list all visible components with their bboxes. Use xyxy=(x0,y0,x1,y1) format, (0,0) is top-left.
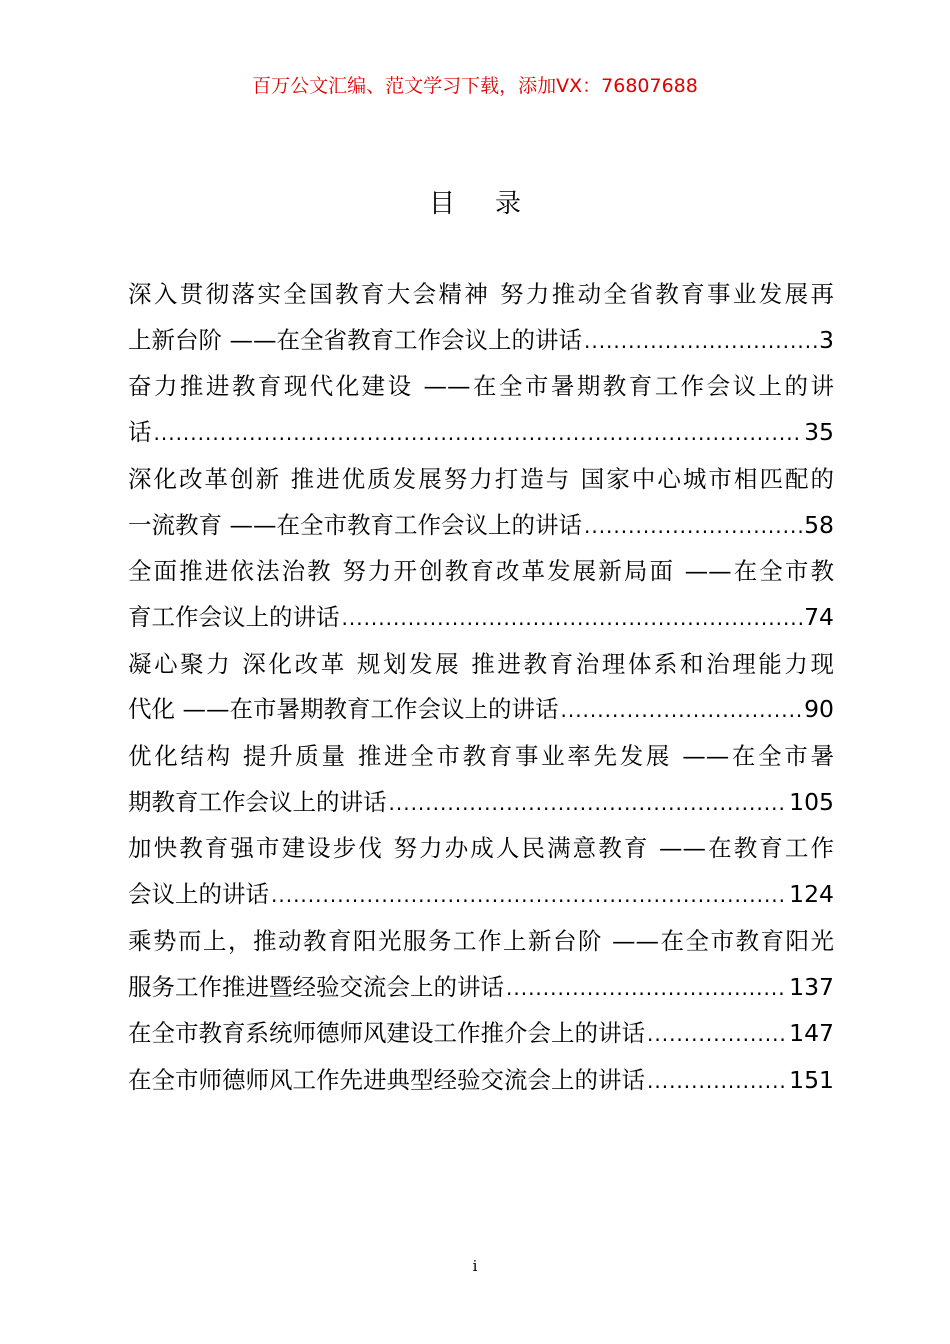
toc-page-number: 137 xyxy=(789,972,834,1001)
toc-page-number: 124 xyxy=(789,880,834,909)
toc-entry-line: 深化改革创新 推进优质发展努力打造与 国家中心城市相匹配的 xyxy=(128,464,834,493)
toc-entry[interactable] xyxy=(128,1058,834,1105)
toc-entry-tail xyxy=(128,1011,834,1058)
toc-entry[interactable] xyxy=(128,1011,834,1058)
dot-leader xyxy=(560,688,802,734)
toc-entry-tail xyxy=(128,780,834,827)
toc-entry-line: 优化结构 提升质量 推进全市教育事业率先发展 ——在全市暑 xyxy=(128,742,834,771)
toc-entry-tail xyxy=(128,687,834,734)
toc-entry-line: 乘势而上，推动教育阳光服务工作上新台阶 ——在全市教育阳光 xyxy=(128,926,834,955)
toc-entry-tail xyxy=(128,318,834,365)
toc-list xyxy=(128,272,834,1105)
page-number: i xyxy=(472,1257,478,1275)
toc-entry-line: 加快教育强市建设步伐 努力办成人民满意教育 ——在教育工作 xyxy=(128,834,834,863)
dot-leader xyxy=(584,319,817,365)
toc-entry[interactable] xyxy=(128,272,834,364)
toc-entry[interactable] xyxy=(128,642,834,734)
toc-entry-line: 奋力推进教育现代化建设 ——在全市暑期教育工作会议上的讲 xyxy=(128,372,834,401)
toc-entry[interactable] xyxy=(128,734,834,826)
toc-page-number: 58 xyxy=(804,510,834,539)
toc-entry-text: 一流教育 ——在全市教育工作会议上的讲话 xyxy=(128,510,582,539)
toc-entry-line: 全面推进依法治教 努力开创教育改革发展新局面 ——在全市教 xyxy=(128,557,834,586)
toc-entry-text: 在全市教育系统师德师风建设工作推介会上的讲话 xyxy=(128,1019,645,1048)
toc-page-number: 147 xyxy=(789,1019,834,1048)
dot-leader xyxy=(342,596,803,642)
toc-page-number: 105 xyxy=(789,787,834,816)
toc-entry-tail xyxy=(128,872,834,919)
toc-entry[interactable] xyxy=(128,549,834,641)
toc-entry-text: 育工作会议上的讲话 xyxy=(128,602,340,631)
download-notice: 百万公文汇编、范文学习下载，添加VX：76807688 xyxy=(252,75,698,97)
toc-page-number: 3 xyxy=(819,325,834,354)
toc-entry-tail xyxy=(128,965,834,1012)
toc-entry-text: 服务工作推进暨经验交流会上的讲话 xyxy=(128,972,504,1001)
toc-page-number: 90 xyxy=(804,695,834,724)
toc-entry[interactable] xyxy=(128,826,834,918)
toc-page-number: 74 xyxy=(804,602,834,631)
dot-leader xyxy=(647,1059,787,1105)
toc-page-number: 151 xyxy=(789,1065,834,1094)
toc-page-number: 35 xyxy=(804,418,834,447)
toc-entry-text: 会议上的讲话 xyxy=(128,880,269,909)
dot-leader xyxy=(647,1012,787,1058)
dot-leader xyxy=(506,966,787,1012)
toc-entry-tail xyxy=(128,1058,834,1105)
toc-entry-text: 代化 ——在市暑期教育工作会议上的讲话 xyxy=(128,695,559,724)
dot-leader xyxy=(154,411,803,457)
toc-title: 目录 xyxy=(428,189,561,219)
toc-entry[interactable] xyxy=(128,919,834,1011)
toc-entry-tail xyxy=(128,410,834,457)
dot-leader xyxy=(584,504,802,550)
dot-leader xyxy=(389,781,788,827)
toc-entry-tail xyxy=(128,503,834,550)
toc-entry-text: 期教育工作会议上的讲话 xyxy=(128,787,387,816)
toc-entry[interactable] xyxy=(128,457,834,549)
toc-entry-text: 上新台阶 ——在全省教育工作会议上的讲话 xyxy=(128,325,582,354)
toc-entry-line: 凝心聚力 深化改革 规划发展 推进教育治理体系和治理能力现 xyxy=(128,649,834,678)
toc-entry-tail xyxy=(128,595,834,642)
toc-entry-text: 在全市师德师风工作先进典型经验交流会上的讲话 xyxy=(128,1065,645,1094)
toc-entry[interactable] xyxy=(128,364,834,456)
toc-entry-text: 话 xyxy=(128,418,152,447)
toc-entry-line: 深入贯彻落实全国教育大会精神 努力推动全省教育事业发展再 xyxy=(128,280,834,308)
dot-leader xyxy=(271,873,787,919)
